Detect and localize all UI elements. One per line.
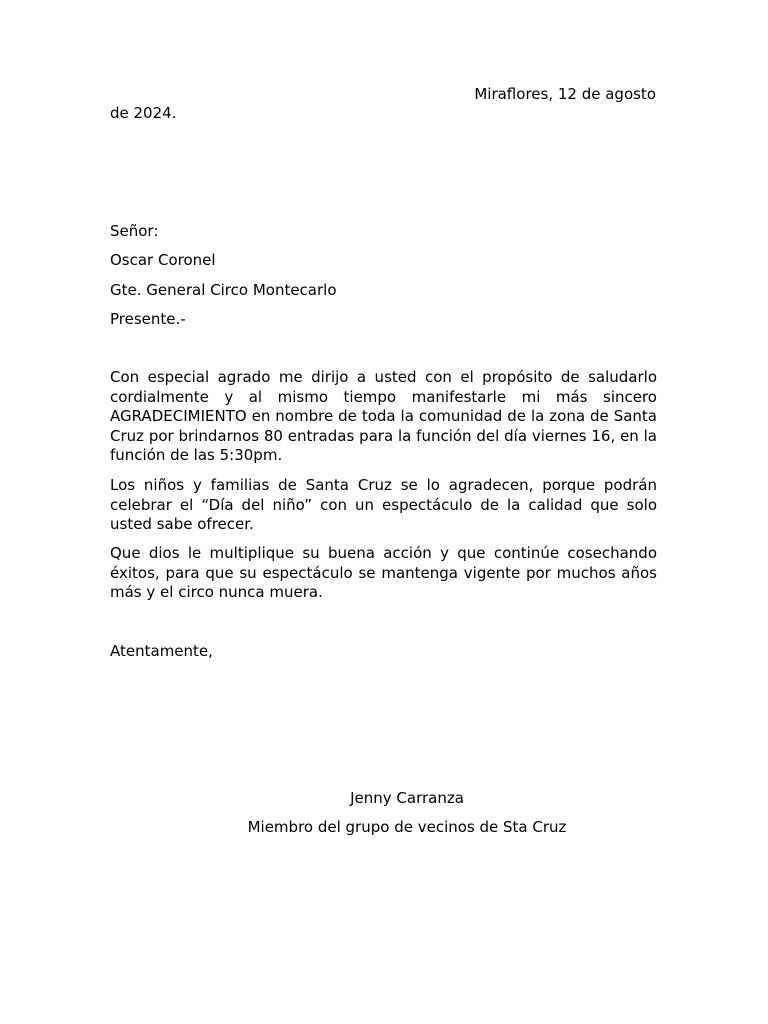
presente-line: Presente.- bbox=[110, 310, 186, 328]
body-paragraph-3: Que dios le multiplique su buena acción y que continúe cosechando éxitos, para que su espectáculo se mantenga vigente por muchos años más y el circo nunca muera. bbox=[110, 544, 657, 601]
recipient-title: Gte. General Circo Montecarlo bbox=[110, 281, 337, 299]
date-year-line: de 2024. bbox=[110, 104, 177, 122]
body-paragraph-2: Los niños y familias de Santa Cruz se lo agradecen, porque podrán celebrar el “Día del niño” con un espectáculo de la calidad que solo usted sabe ofrecer. bbox=[110, 476, 657, 533]
recipient-name: Oscar Coronel bbox=[110, 251, 216, 269]
closing: Atentamente, bbox=[110, 642, 213, 660]
body-paragraph-1: Con especial agrado me dirijo a usted con el propósito de saludarlo cordialmente y al mismo tiempo manifestarle mi más sincero AGRADECIMIENTO en nombre de toda la comunidad de la zona de Santa Cruz por brindarnos 80 entradas para la función del día viernes 16, en la función de las 5:30pm. bbox=[110, 368, 657, 464]
salutation: Señor: bbox=[110, 222, 159, 240]
signer-name: Jenny Carranza bbox=[350, 789, 464, 807]
date-line: Miraflores, 12 de agosto bbox=[474, 85, 656, 103]
signer-role: Miembro del grupo de vecinos de Sta Cruz bbox=[247, 818, 567, 836]
